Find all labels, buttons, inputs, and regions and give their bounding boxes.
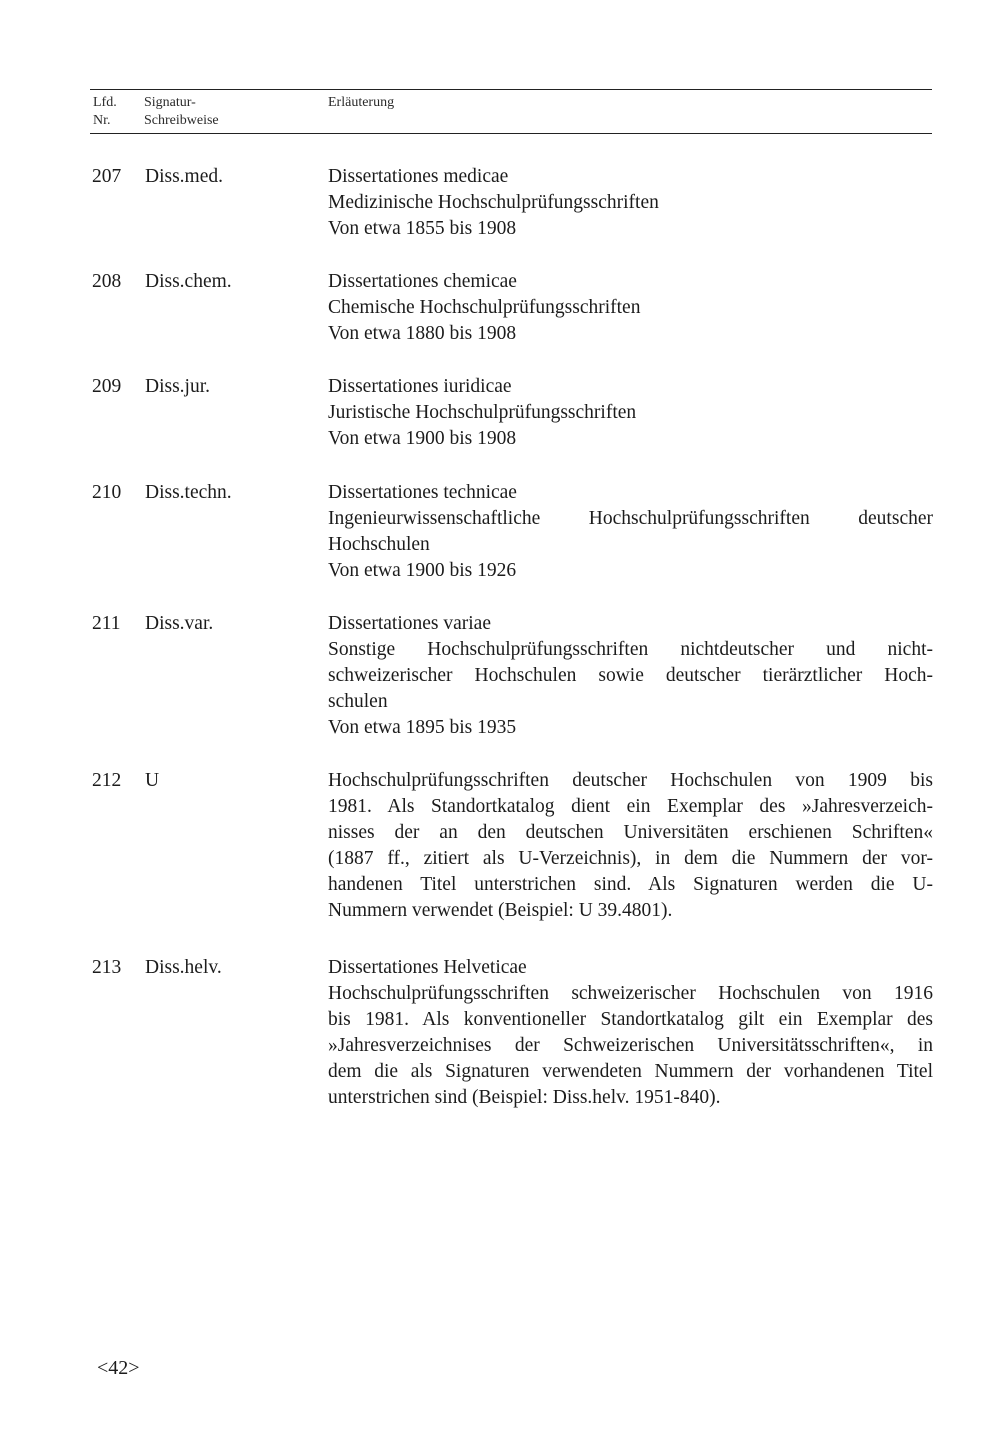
- entry-number: 209: [92, 376, 122, 397]
- description-line: Chemische Hochschulprüfungsschriften: [328, 297, 641, 318]
- column-header-nr: [93, 94, 117, 130]
- entry-signatur: Diss.var.: [145, 613, 214, 634]
- entry-description: [328, 480, 933, 584]
- description-line: Nummern verwendet (Beispiel: U 39.4801).: [328, 900, 673, 921]
- entry-description: [328, 374, 933, 452]
- description-line: Dissertationes medicae: [328, 166, 509, 187]
- entry-description: [328, 611, 933, 741]
- entry-number: 213: [92, 957, 122, 978]
- entry-number: 212: [92, 770, 122, 791]
- description-line: unterstrichen sind (Beispiel: Diss.helv. 1951-840).: [328, 1087, 721, 1108]
- entry-signatur: Diss.med.: [145, 166, 223, 187]
- entry-signatur: Diss.helv.: [145, 957, 222, 978]
- description-line: Von etwa 1880 bis 1908: [328, 323, 517, 344]
- header-bottom-rule: [90, 133, 932, 134]
- description-line: schweizerischer Hochschulen sowie deutscher tierärztlicher Hoch-: [328, 665, 933, 686]
- entry-description: [328, 269, 933, 347]
- description-line: bis 1981. Als konventioneller Standortkatalog gilt ein Exemplar des: [328, 1009, 933, 1030]
- header-top-rule: [90, 89, 932, 90]
- description-line: Dissertationes variae: [328, 613, 491, 634]
- column-header-nr-line1: Lfd.: [93, 95, 117, 110]
- description-line: »Jahresverzeichnises der Schweizerischen Universitätsschriften«, in: [328, 1035, 933, 1056]
- entry-number: 211: [92, 613, 121, 634]
- entry-signatur: Diss.techn.: [145, 482, 232, 503]
- description-line: Dissertationes iuridicae: [328, 376, 512, 397]
- description-line: Dissertationes Helveticae: [328, 957, 527, 978]
- column-header-nr-line2: Nr.: [93, 113, 111, 128]
- description-line: Dissertationes technicae: [328, 482, 517, 503]
- description-line: Von etwa 1900 bis 1908: [328, 428, 517, 449]
- description-line: Hochschulprüfungsschriften deutscher Hochschulen von 1909 bis: [328, 770, 933, 791]
- description-line: 1981. Als Standortkatalog dient ein Exemplar des »Jahresverzeich-: [328, 796, 933, 817]
- column-header-erlaeuterung: [328, 94, 394, 112]
- description-line: Sonstige Hochschulprüfungsschriften nichtdeutscher und nicht-: [328, 639, 933, 660]
- entry-description: [328, 768, 933, 924]
- description-line: Juristische Hochschulprüfungsschriften: [328, 402, 637, 423]
- description-line: Von etwa 1855 bis 1908: [328, 218, 517, 239]
- column-header-signatur-line2: Schreibweise: [144, 113, 219, 128]
- description-line: Von etwa 1895 bis 1935: [328, 717, 517, 738]
- entry-number: 210: [92, 482, 122, 503]
- description-line: Hochschulprüfungsschriften schweizerischer Hochschulen von 1916: [328, 983, 933, 1004]
- description-line: dem die als Signaturen verwendeten Nummern der vorhandenen Titel: [328, 1061, 933, 1082]
- page-number: <42>: [97, 1357, 140, 1379]
- column-header-erlaeuterung-label: Erläuterung: [328, 95, 395, 110]
- entry-signatur: U: [145, 770, 160, 791]
- description-line: Hochschulen: [328, 534, 430, 555]
- description-line: Medizinische Hochschulprüfungsschriften: [328, 192, 659, 213]
- description-line: Dissertationes chemicae: [328, 271, 517, 292]
- description-line: nisses der an den deutschen Universitäten erschienen Schriften«: [328, 822, 933, 843]
- entry-number: 208: [92, 271, 122, 292]
- entry-signatur: Diss.jur.: [145, 376, 211, 397]
- description-line: Von etwa 1900 bis 1926: [328, 560, 517, 581]
- entry-signatur: Diss.chem.: [145, 271, 232, 292]
- entry-description: [328, 164, 933, 242]
- column-header-signatur-line1: Signatur-: [144, 95, 196, 110]
- description-line: (1887 ff., zitiert als U-Verzeichnis), in dem die Nummern der vor-: [328, 848, 933, 869]
- description-line: schulen: [328, 691, 388, 712]
- description-line: Ingenieurwissenschaftliche Hochschulprüfungsschriften deutscher: [328, 508, 933, 529]
- entry-description: [328, 955, 933, 1111]
- entry-number: 207: [92, 166, 122, 187]
- description-line: handenen Titel unterstrichen sind. Als Signaturen werden die U-: [328, 874, 933, 895]
- column-header-signatur: [144, 94, 219, 130]
